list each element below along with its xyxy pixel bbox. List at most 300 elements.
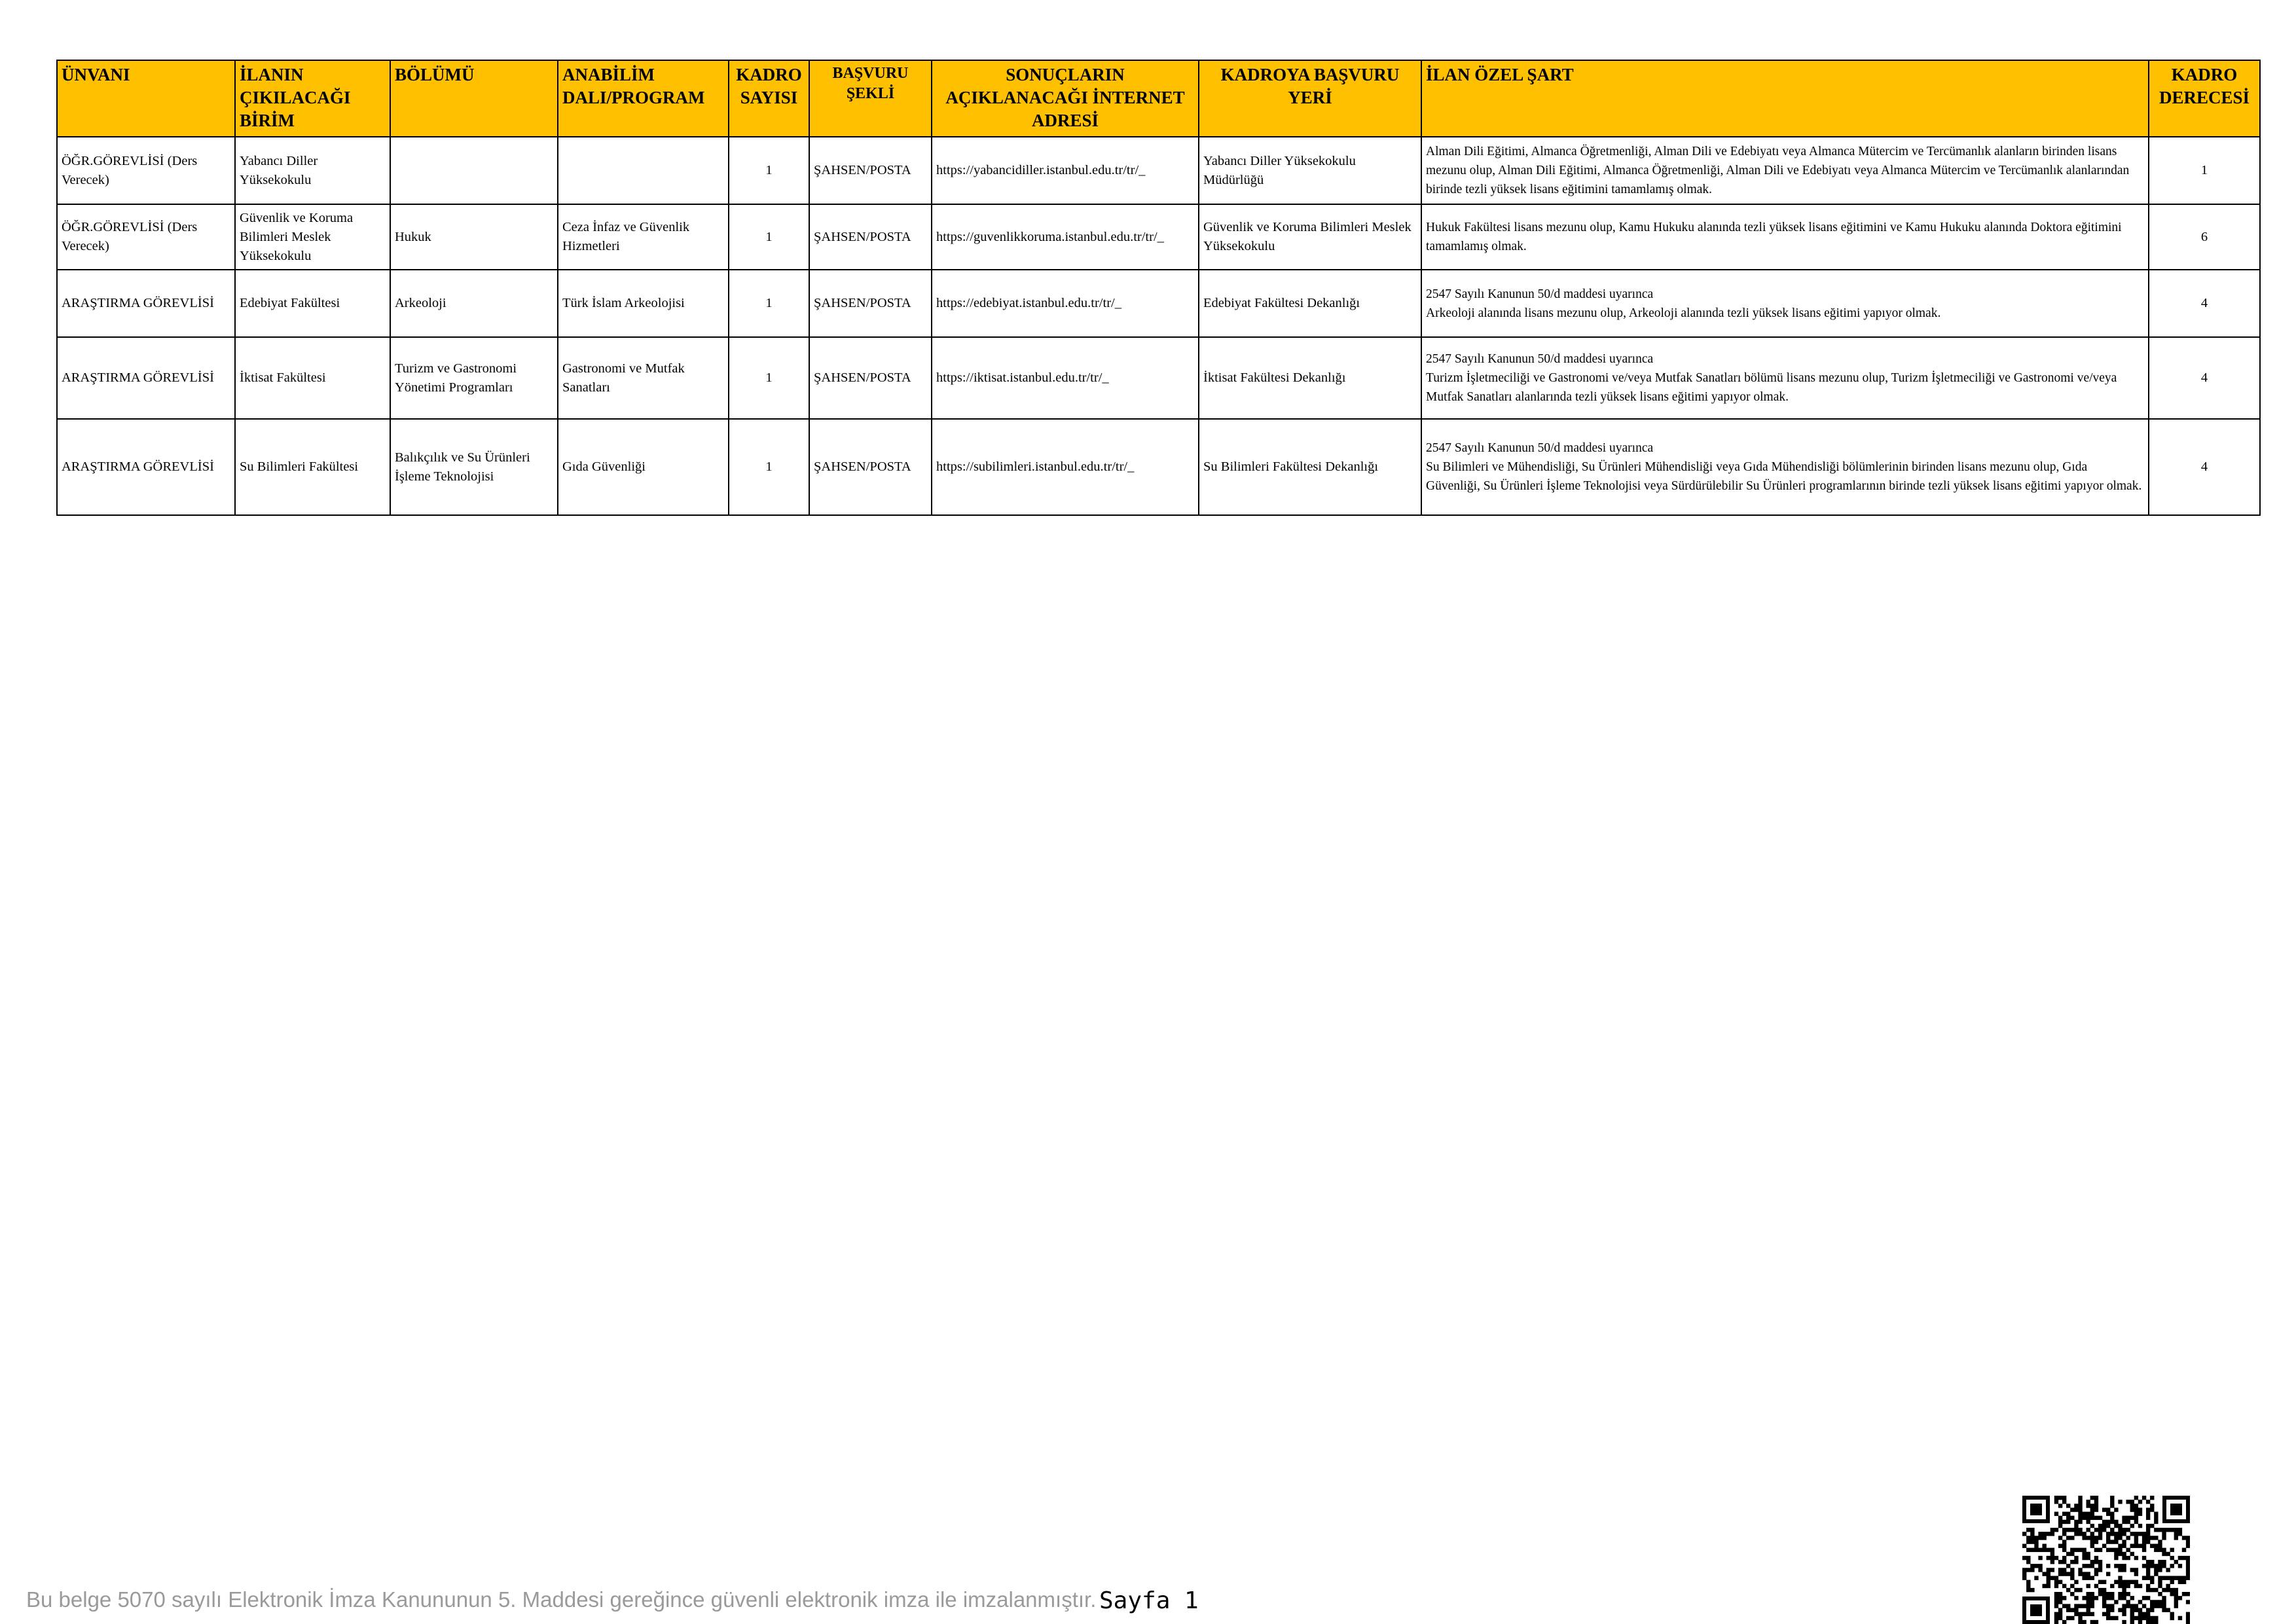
qr-module	[2146, 1532, 2150, 1536]
qr-module	[2170, 1556, 2174, 1560]
cell-birim: İktisat Fakültesi	[235, 337, 390, 419]
qr-module	[2042, 1532, 2046, 1536]
qr-module	[2070, 1608, 2074, 1612]
qr-module	[2098, 1580, 2102, 1584]
qr-module	[2026, 1548, 2030, 1552]
qr-module	[2174, 1588, 2178, 1592]
qr-module	[2110, 1596, 2114, 1600]
cell-kadro-derecesi: 1	[2149, 137, 2260, 204]
qr-module	[2150, 1507, 2154, 1511]
qr-module	[2162, 1588, 2166, 1592]
qr-module	[2054, 1600, 2058, 1604]
qr-module	[2090, 1560, 2094, 1564]
qr-module	[2062, 1520, 2066, 1524]
qr-module	[2186, 1560, 2190, 1564]
qr-module	[2026, 1560, 2030, 1564]
qr-module	[2178, 1564, 2182, 1568]
qr-module	[2062, 1540, 2066, 1543]
qr-module	[2186, 1536, 2190, 1540]
qr-module	[2118, 1576, 2122, 1580]
cell-internet-adresi: https://yabancidiller.istanbul.edu.tr/tr/_	[932, 137, 1199, 204]
qr-module	[2090, 1576, 2094, 1580]
cell-birim: Yabancı Diller Yüksekokulu	[235, 137, 390, 204]
qr-module	[2106, 1608, 2110, 1612]
qr-module	[2047, 1532, 2050, 1536]
qr-module	[2042, 1544, 2046, 1548]
qr-module	[2130, 1596, 2134, 1600]
qr-module	[2050, 1548, 2054, 1552]
cell-unvani: ARAŞTIRMA GÖREVLİSİ	[57, 419, 235, 515]
qr-module	[2062, 1528, 2066, 1532]
qr-module	[2174, 1604, 2178, 1608]
qr-module	[2050, 1556, 2054, 1560]
qr-module	[2094, 1516, 2098, 1520]
qr-module	[2178, 1576, 2182, 1580]
qr-module	[2054, 1604, 2058, 1608]
qr-module	[2050, 1532, 2054, 1536]
qr-module	[2078, 1500, 2082, 1504]
qr-module	[2098, 1568, 2102, 1572]
qr-module	[2110, 1516, 2114, 1520]
qr-module	[2094, 1540, 2098, 1543]
qr-module	[2146, 1568, 2150, 1572]
qr-module	[2162, 1560, 2166, 1564]
qr-module	[2030, 1532, 2034, 1536]
qr-module	[2142, 1536, 2146, 1540]
qr-module	[2162, 1548, 2166, 1552]
qr-module	[2070, 1592, 2074, 1596]
qr-module	[2158, 1580, 2162, 1584]
qr-module	[2154, 1600, 2158, 1604]
qr-module	[2078, 1620, 2082, 1624]
qr-module	[2066, 1616, 2070, 1620]
qr-module	[2114, 1580, 2118, 1584]
header-kadro-sayisi: KADRO SAYISI	[729, 60, 809, 137]
qr-module	[2070, 1576, 2074, 1580]
cell-internet-adresi: https://guvenlikkoruma.istanbul.edu.tr/tr/_	[932, 204, 1199, 270]
qr-module	[2058, 1520, 2062, 1524]
qr-module	[2138, 1544, 2142, 1548]
qr-module	[2150, 1608, 2154, 1612]
qr-module	[2110, 1616, 2114, 1620]
qr-module	[2106, 1564, 2110, 1568]
qr-module	[2110, 1496, 2114, 1500]
qr-module	[2030, 1536, 2034, 1540]
qr-module	[2170, 1612, 2174, 1616]
qr-module	[2154, 1572, 2158, 1576]
qr-module	[2074, 1604, 2078, 1608]
qr-module	[2130, 1616, 2134, 1620]
qr-module	[2110, 1528, 2114, 1532]
qr-module	[2106, 1596, 2110, 1600]
qr-module	[2126, 1604, 2130, 1608]
qr-module	[2134, 1584, 2138, 1588]
qr-module	[2150, 1560, 2154, 1564]
qr-module	[2154, 1548, 2158, 1552]
qr-module	[2158, 1600, 2162, 1604]
qr-module	[2170, 1548, 2174, 1552]
qr-module	[2030, 1588, 2034, 1592]
qr-module	[2142, 1540, 2146, 1543]
table-row	[57, 204, 2260, 270]
qr-module	[2050, 1568, 2054, 1572]
qr-module	[2174, 1532, 2178, 1536]
qr-module	[2102, 1612, 2106, 1616]
qr-module	[2146, 1524, 2150, 1528]
qr-module	[2086, 1552, 2090, 1556]
header-birim: İLANIN ÇIKILACAĞI BİRİM	[235, 60, 390, 137]
qr-module	[2134, 1604, 2138, 1608]
qr-module	[2074, 1507, 2078, 1511]
qr-module	[2094, 1568, 2098, 1572]
qr-module	[2150, 1620, 2154, 1624]
qr-module	[2182, 1556, 2186, 1560]
qr-module	[2170, 1588, 2174, 1592]
qr-module	[2106, 1572, 2110, 1576]
qr-module	[2026, 1580, 2030, 1584]
qr-module	[2042, 1548, 2046, 1552]
qr-module	[2142, 1612, 2146, 1616]
qr-module	[2086, 1584, 2090, 1588]
qr-module	[2094, 1620, 2098, 1624]
qr-module	[2134, 1568, 2138, 1572]
qr-module	[2146, 1620, 2150, 1624]
qr-module	[2138, 1608, 2142, 1612]
qr-module	[2058, 1616, 2062, 1620]
qr-module	[2170, 1576, 2174, 1580]
qr-module	[2102, 1528, 2106, 1532]
table-row	[57, 419, 2260, 515]
qr-module	[2102, 1520, 2106, 1524]
qr-module	[2154, 1620, 2158, 1624]
qr-module	[2162, 1608, 2166, 1612]
cell-ozel-sart: Hukuk Fakültesi lisans mezunu olup, Kamu Hukuku alanında tezli yüksek lisans eğitimini ve Kamu Hukuku alanında Doktora eğitimini tamamlamış olmak.	[1421, 204, 2149, 270]
cell-ozel-sart: 2547 Sayılı Kanunun 50/d maddesi uyarınca Su Bilimleri ve Mühendisliği, Su Ürünleri Mühendisliği veya Gıda Mühendisliği bölümlerinin birinden lisans mezunu olup, Gıda Güvenliği, Su Ürünleri İşleme Teknolojisi veya Sürdürülebilir Su Ürünleri programlarının birinde tezli yüksek lisans eğitimi yapıyor olmak.	[1421, 419, 2149, 515]
qr-module	[2170, 1616, 2174, 1620]
qr-module	[2102, 1596, 2106, 1600]
qr-module	[2070, 1552, 2074, 1556]
qr-module	[2078, 1612, 2082, 1616]
qr-module	[2090, 1604, 2094, 1608]
qr-module	[2146, 1516, 2150, 1520]
qr-module	[2070, 1516, 2074, 1520]
qr-module	[2162, 1536, 2166, 1540]
qr-module	[2122, 1528, 2126, 1532]
qr-module	[2134, 1608, 2138, 1612]
cell-anabilim: Türk İslam Arkeolojisi	[558, 270, 729, 337]
qr-module	[2086, 1612, 2090, 1616]
cell-unvani: ARAŞTIRMA GÖREVLİSİ	[57, 270, 235, 337]
cell-kadro-derecesi: 4	[2149, 419, 2260, 515]
qr-module	[2182, 1548, 2186, 1552]
qr-module	[2146, 1608, 2150, 1612]
qr-module	[2158, 1584, 2162, 1588]
qr-module	[2106, 1616, 2110, 1620]
qr-module	[2130, 1604, 2134, 1608]
qr-module	[2130, 1612, 2134, 1616]
qr-module	[2186, 1612, 2190, 1616]
qr-module	[2122, 1612, 2126, 1616]
qr-module	[2062, 1560, 2066, 1564]
qr-module	[2174, 1600, 2178, 1604]
qr-module	[2126, 1592, 2130, 1596]
table-row	[57, 270, 2260, 337]
header-bolumu: BÖLÜMÜ	[390, 60, 558, 137]
qr-module	[2058, 1572, 2062, 1576]
qr-module	[2047, 1572, 2050, 1576]
table-header-row	[57, 60, 2260, 137]
qr-module	[2078, 1616, 2082, 1620]
qr-module	[2066, 1504, 2070, 1507]
qr-module	[2134, 1616, 2138, 1620]
header-kadro-derecesi: KADRO DERECESİ	[2149, 60, 2260, 137]
qr-module	[2098, 1536, 2102, 1540]
qr-module	[2122, 1580, 2126, 1584]
qr-module	[2134, 1507, 2138, 1511]
qr-module	[2186, 1556, 2190, 1560]
qr-module	[2146, 1616, 2150, 1620]
qr-module	[2134, 1572, 2138, 1576]
header-basvuru-sekli: BAŞVURU ŞEKLİ	[809, 60, 932, 137]
qr-module	[2086, 1516, 2090, 1520]
qr-module	[2042, 1572, 2046, 1576]
qr-module	[2054, 1496, 2058, 1500]
qr-module	[2054, 1556, 2058, 1560]
qr-module	[2058, 1596, 2062, 1600]
qr-module	[2106, 1536, 2110, 1540]
qr-module	[2066, 1552, 2070, 1556]
qr-module	[2066, 1564, 2070, 1568]
qr-module	[2030, 1528, 2034, 1532]
qr-module	[2038, 1536, 2042, 1540]
qr-module	[2062, 1584, 2066, 1588]
qr-module	[2158, 1604, 2162, 1608]
qr-module	[2150, 1580, 2154, 1584]
qr-module	[2082, 1576, 2086, 1580]
qr-module	[2158, 1576, 2162, 1580]
qr-module	[2054, 1620, 2058, 1624]
qr-module	[2134, 1580, 2138, 1584]
qr-module	[2066, 1520, 2070, 1524]
cell-unvani: ÖĞR.GÖREVLİSİ (Ders Verecek)	[57, 204, 235, 270]
qr-module	[2034, 1576, 2038, 1580]
cell-unvani: ARAŞTIRMA GÖREVLİSİ	[57, 337, 235, 419]
qr-module	[2118, 1524, 2122, 1528]
qr-module	[2186, 1540, 2190, 1543]
cell-kadro-derecesi: 4	[2149, 270, 2260, 337]
qr-module	[2078, 1512, 2082, 1516]
qr-module	[2078, 1516, 2082, 1520]
qr-module	[2066, 1528, 2070, 1532]
qr-module	[2162, 1576, 2166, 1580]
qr-module	[2146, 1576, 2150, 1580]
qr-module	[2146, 1560, 2150, 1564]
cell-birim: Su Bilimleri Fakültesi	[235, 419, 390, 515]
qr-module	[2082, 1556, 2086, 1560]
qr-module	[2030, 1568, 2034, 1572]
qr-module	[2022, 1532, 2026, 1536]
qr-module	[2062, 1604, 2066, 1608]
qr-module	[2062, 1572, 2066, 1576]
qr-module	[2146, 1588, 2150, 1592]
qr-module	[2070, 1507, 2074, 1511]
table-row	[57, 337, 2260, 419]
qr-module	[2110, 1520, 2114, 1524]
qr-module	[2142, 1616, 2146, 1620]
qr-module	[2186, 1600, 2190, 1604]
qr-module	[2094, 1528, 2098, 1532]
qr-module	[2058, 1568, 2062, 1572]
qr-module	[2078, 1588, 2082, 1592]
qr-module	[2054, 1576, 2058, 1580]
qr-module	[2066, 1536, 2070, 1540]
cell-kadro-derecesi: 4	[2149, 337, 2260, 419]
qr-module	[2086, 1512, 2090, 1516]
qr-module	[2126, 1528, 2130, 1532]
qr-module	[2150, 1600, 2154, 1604]
qr-module	[2186, 1616, 2190, 1620]
qr-module	[2118, 1548, 2122, 1552]
qr-module	[2142, 1556, 2146, 1560]
qr-module	[2186, 1568, 2190, 1572]
qr-module	[2126, 1600, 2130, 1604]
qr-module	[2174, 1592, 2178, 1596]
qr-module	[2134, 1544, 2138, 1548]
qr-module	[2078, 1604, 2082, 1608]
qr-module	[2098, 1548, 2102, 1552]
qr-module	[2078, 1568, 2082, 1572]
qr-module	[2118, 1592, 2122, 1596]
page-number: Sayfa 1	[1099, 1587, 1199, 1614]
qr-module	[2150, 1536, 2154, 1540]
qr-module	[2118, 1596, 2122, 1600]
qr-module	[2110, 1584, 2114, 1588]
qr-module	[2058, 1580, 2062, 1584]
qr-module	[2122, 1584, 2126, 1588]
qr-module	[2158, 1564, 2162, 1568]
qr-module	[2130, 1552, 2134, 1556]
qr-module	[2142, 1496, 2146, 1500]
qr-module	[2118, 1500, 2122, 1504]
qr-module	[2162, 1564, 2166, 1568]
qr-module	[2026, 1536, 2030, 1540]
cell-ozel-sart: Alman Dili Eğitimi, Almanca Öğretmenliği, Alman Dili ve Edebiyatı veya Almanca Mütercim ve Tercümanlık alanların birinden lisans mezunu olup, Alman Dili Eğitimi, Almanca Öğretmenliği, Alman Dili ve Edebiyatı veya Almanca Mütercim ve Tercümanlık alanlarından birinde tezli yüksek lisans eğitimini tamamlamış olmak.	[1421, 137, 2149, 204]
qr-module	[2054, 1612, 2058, 1616]
qr-module	[2118, 1544, 2122, 1548]
qr-module	[2126, 1516, 2130, 1520]
qr-module	[2066, 1516, 2070, 1520]
qr-module	[2086, 1500, 2090, 1504]
qr-module	[2106, 1592, 2110, 1596]
qr-module	[2094, 1596, 2098, 1600]
qr-module	[2102, 1507, 2106, 1511]
qr-module	[2098, 1592, 2102, 1596]
qr-module	[2070, 1548, 2074, 1552]
qr-module	[2102, 1588, 2106, 1592]
qr-module	[2146, 1536, 2150, 1540]
qr-module	[2062, 1568, 2066, 1572]
qr-module	[2038, 1568, 2042, 1572]
qr-module	[2070, 1528, 2074, 1532]
qr-module	[2146, 1584, 2150, 1588]
qr-module	[2106, 1520, 2110, 1524]
qr-module	[2086, 1536, 2090, 1540]
qr-module	[2094, 1496, 2098, 1500]
cell-basvuru-yeri: Yabancı Diller Yüksekokulu Müdürlüğü	[1199, 137, 1421, 204]
qr-module	[2058, 1600, 2062, 1604]
qr-module	[2074, 1524, 2078, 1528]
cell-bolumu	[390, 137, 558, 204]
qr-module	[2154, 1588, 2158, 1592]
qr-module	[2082, 1564, 2086, 1568]
qr-module	[2047, 1576, 2050, 1580]
qr-module	[2106, 1604, 2110, 1608]
qr-module	[2086, 1504, 2090, 1507]
qr-module	[2186, 1592, 2190, 1596]
qr-module	[2090, 1596, 2094, 1600]
qr-module	[2102, 1544, 2106, 1548]
qr-module	[2134, 1532, 2138, 1536]
qr-module	[2090, 1507, 2094, 1511]
qr-module	[2090, 1612, 2094, 1616]
qr-module	[2102, 1580, 2106, 1584]
qr-module	[2086, 1604, 2090, 1608]
qr-module	[2047, 1584, 2050, 1588]
qr-module	[2094, 1500, 2098, 1504]
qr-module	[2086, 1528, 2090, 1532]
qr-module	[2110, 1548, 2114, 1552]
qr-module	[2022, 1556, 2026, 1560]
qr-module	[2146, 1500, 2150, 1504]
qr-module	[2154, 1544, 2158, 1548]
qr-module	[2138, 1620, 2142, 1624]
qr-module	[2074, 1612, 2078, 1616]
qr-module	[2154, 1568, 2158, 1572]
qr-module	[2138, 1616, 2142, 1620]
qr-module	[2070, 1572, 2074, 1576]
cell-anabilim: Ceza İnfaz ve Güvenlik Hizmetleri	[558, 204, 729, 270]
qr-module	[2138, 1524, 2142, 1528]
qr-module	[2170, 1564, 2174, 1568]
qr-module	[2106, 1507, 2110, 1511]
qr-module	[2162, 1532, 2166, 1536]
qr-module	[2082, 1596, 2086, 1600]
qr-module	[2134, 1556, 2138, 1560]
qr-module	[2094, 1556, 2098, 1560]
qr-module	[2026, 1528, 2030, 1532]
qr-module	[2122, 1516, 2126, 1520]
qr-module	[2090, 1600, 2094, 1604]
qr-module	[2166, 1608, 2170, 1612]
qr-module	[2078, 1504, 2082, 1507]
qr-module	[2034, 1540, 2038, 1543]
qr-module	[2030, 1564, 2034, 1568]
qr-module	[2134, 1536, 2138, 1540]
qr-module	[2118, 1608, 2122, 1612]
qr-module	[2026, 1568, 2030, 1572]
table-row	[57, 137, 2260, 204]
qr-module	[2074, 1532, 2078, 1536]
qr-module	[2086, 1596, 2090, 1600]
qr-module	[2162, 1596, 2166, 1600]
qr-module	[2047, 1556, 2050, 1560]
qr-module	[2050, 1576, 2054, 1580]
qr-module	[2030, 1540, 2034, 1543]
job-posting-table	[56, 60, 2261, 516]
qr-module	[2122, 1552, 2126, 1556]
qr-module	[2170, 1580, 2174, 1584]
qr-module	[2118, 1568, 2122, 1572]
